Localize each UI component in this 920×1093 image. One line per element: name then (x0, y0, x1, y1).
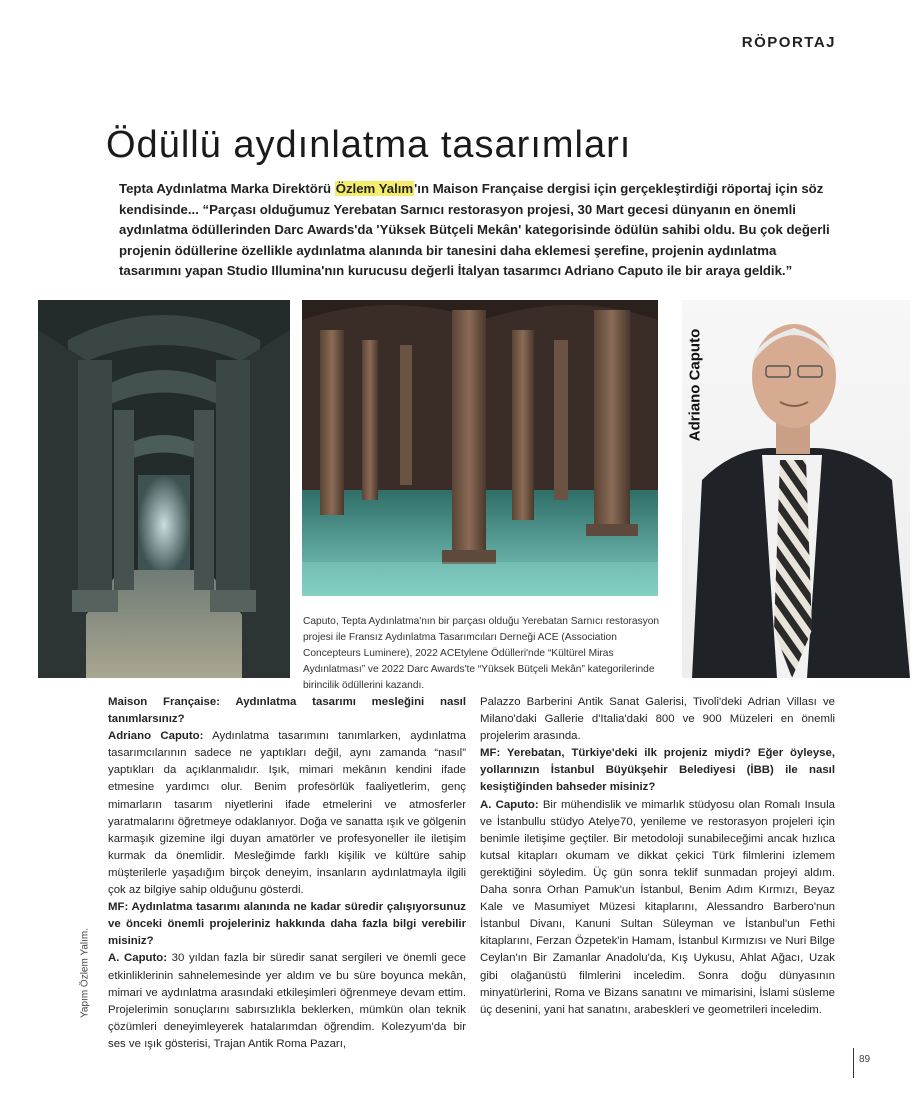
speaker-label: A. Caputo: (480, 798, 539, 811)
article-column-right (480, 694, 835, 1019)
interview-answer (108, 950, 466, 1053)
highlighted-name: Özlem Yalım (335, 181, 414, 196)
interview-answer (480, 797, 835, 1019)
portrait-name-text: Adriano Caputo (686, 328, 704, 442)
intro-text-start: Tepta Aydınlatma Marka Direktörü (119, 181, 335, 196)
cistern-columns-illustration (302, 300, 658, 596)
photo-credit (76, 918, 94, 1028)
answer-text: Aydınlatma tasarımını tanımlarken, aydınlatma tasarımcılarının sadece ne yaptıkları değil, aynı zamanda “nasıl” yaptıkları da açıklanmalıdır. Işık, mimari mekânın kendini ifade etmesine yardımcı olur. Benim profesörlük faaliyetlerim, genç mimarların tasarım niyetlerini ifade etmelerini ve atmosferler yaratmalarını öğretmeye odaklanıyor. Doğa ve sanatta ışık ve gölgenin karmaşık gizemine ilgi duyan amatörler ve profesyoneller ile iletişim kurmak da önemlidir. Mesleğimde farklı kişilik ve kültüre sahip müşterilerle yaşadığım birçok deneyim, insanların aydınlatmayla ilgili çok az bilgiye sahip olduğunu gösterdi. (108, 730, 466, 897)
answer-text: 30 yıldan fazla bir süredir sanat sergileri ve önemli gece etkinliklerinin sahnelemesinde yer aldım ve bu süre boyunca mekân, mimari ve aydınlatma arasındaki etkileşimleri öğrenmeye devam ettim. Projelerimin sonuçlarını sabırsızlıkla beklerken, mümkün olan teknik çözümleri deneyimleyerek hatalarımdan öğrendim. Kolezyum'da bir ses ve ışık gösterisi, Trajan Antik Roma Pazarı, (108, 952, 466, 1050)
page-number-rule (853, 1048, 854, 1078)
interview-answer-continued: Palazzo Barberini Antik Sanat Galerisi, Tivoli'deki Adrian Villası ve Milano'daki Gallerie d'Italia'daki 800 ve 900 Müzeleri en önemli projelerim arasında. (480, 696, 835, 743)
portrait-illustration (682, 300, 910, 678)
cistern-tunnel-photo (38, 300, 290, 678)
speaker-label: Adriano Caputo: (108, 730, 204, 743)
speaker-label: A. Caputo: (108, 952, 168, 965)
page-number: 89 (859, 1054, 871, 1065)
cistern-columns-photo (302, 300, 658, 596)
interview-question: Maison Française: Aydınlatma tasarımı mesleğini nasıl tanımlarsınız? (108, 696, 466, 726)
article-intro (119, 179, 839, 282)
section-tag: RÖPORTAJ (741, 34, 836, 51)
interview-question: MF: Aydınlatma tasarımı alanında ne kadar süredir çalışıyorsunuz ve önceki önemli projeleriniz hakkında daha fazla bilgi verebilir misiniz? (108, 901, 466, 948)
intro-text-rest: 'ın Maison Française dergisi için gerçekleştirdiği röportaj için söz kendisinde... “Parçası olduğumuz Yerebatan Sarnıcı restorasyon projesi, 30 Mart gecesi dünyanın en önemli aydınlatma ödüllerinden Darc Awards'da 'Yüksek Bütçeli Mekân' kategorisinde ödülün sahibi oldu. Bu çok değerli projenin ödüllerine özellikle aydınlatma alanında bir tanesini daha eklemesi şerefine, projenin aydınlatma tasarımını yapan Studio Illumina'nın kurucusu değerli İtalyan tasarımcı Adriano Caputo ile bir araya geldik.” (119, 181, 830, 278)
article-column-left (108, 694, 466, 1053)
portrait-name-label (682, 330, 708, 440)
photo-credit-text: Yapım Özlem Yalım. (79, 927, 91, 1019)
interview-answer (108, 728, 466, 899)
answer-text: Bir mühendislik ve mimarlık stüdyosu olan Romalı Insula ve İstanbullu stüdyo Atelye70, yenileme ve restorasyon projeleri için benimle iletişime geçtiler. Bir metodoloji sunabileceğimi ancak hızlıca kutsal kitapları okumam ve dikkat çekici Türk filmlerini izlemem gerektiğini söyledim. Üç gün sonra teklif sunmadan projeyi aldım. Daha sonra Orhan Pamuk'un İstanbul, Benim Adım Kırmızı, Beyaz Kale ve Masumiyet Müzesi kitaplarını, Alessandro Barbero'nun İstanbul Divanı, Kanuni Sultan Süleyman ve İstanbul'un Fethi kitaplarını, Ferzan Özpetek'in Hamam, İstanbul Kırmızısı ve Nuri Bilge Ceylan'ın Bir Zamanlar Anadolu'da, Kış Uykusu, Ahlat Ağacı, Uzak gibi olağanüstü filmlerini inceledim. Sonra doğu dünyasının minyatürlerini, Roma ve Bizans sanatını ve mimarisini, İslami süsleme üç desenini, yani hat sanatını, arabeskleri ve geometrileri inceledim. (480, 798, 836, 1016)
cistern-tunnel-illustration (38, 300, 290, 678)
adriano-caputo-portrait (682, 300, 910, 678)
photo-caption: Caputo, Tepta Aydınlatma'nın bir parçası olduğu Yerebatan Sarnıcı restorasyon projesi ile Fransız Aydınlatma Tasarımcıları Derneği ACE (Association Concepteurs Luminere), 2022 ACEtylene Ödülleri'nde “Kültürel Miras Aydınlatması” ve 2022 Darc Awards'te “Yüksek Bütçeli Mekân” kategorilerinde birincilik ödüllerini kazandı. (303, 616, 660, 691)
article-title: Ödüllü aydınlatma tasarımları (106, 124, 632, 166)
interview-question: MF: Yerebatan, Türkiye'deki ilk projeniz miydi? Eğer öyleyse, yollarınızın İstanbul Büyükşehir Belediyesi (İBB) ile nasıl kesiştiğinden bahseder misiniz? (480, 747, 835, 794)
